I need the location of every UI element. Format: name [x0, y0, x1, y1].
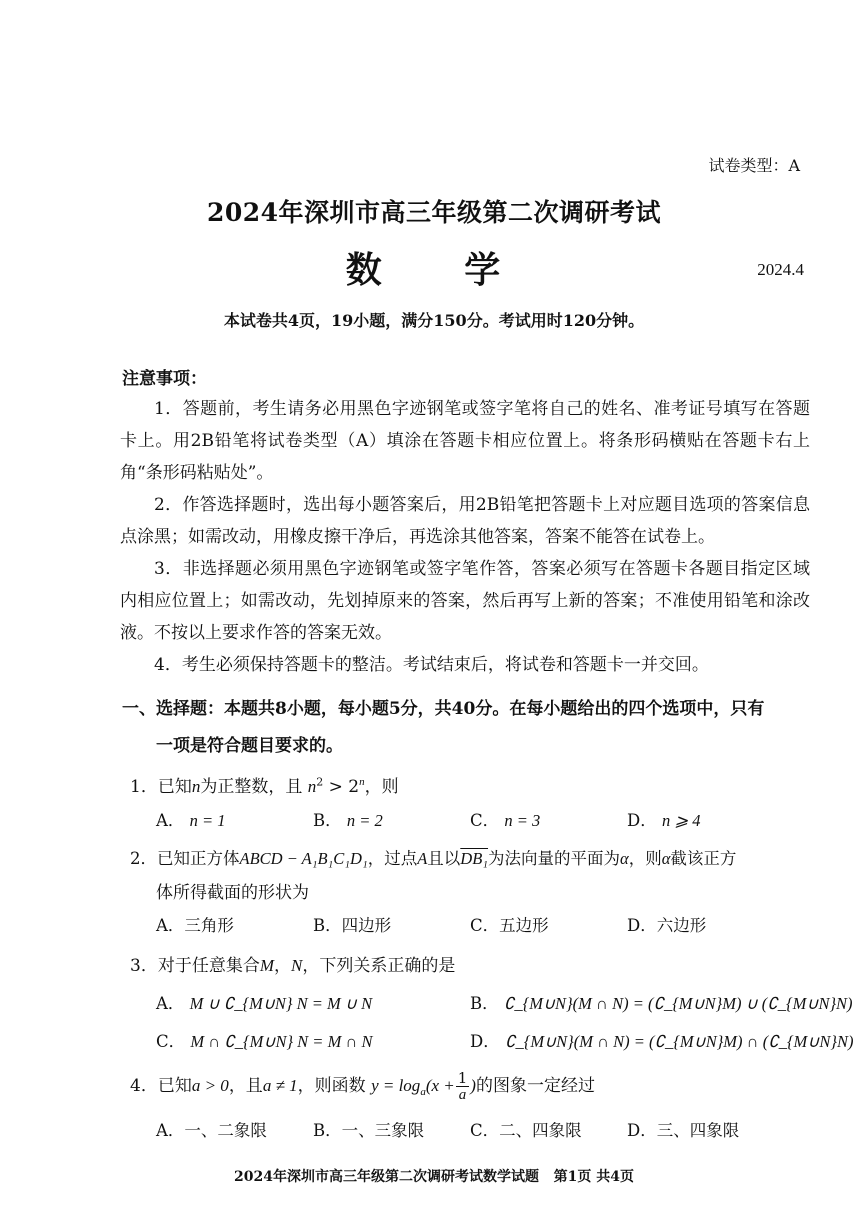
q4-mid1: ，且: [228, 1076, 263, 1096]
q4-frac-num: 1: [457, 1069, 468, 1087]
q2-prefix: 2．已知正方体: [130, 849, 240, 868]
note-item-2: 2．作答选择题时，选出每小题答案后，用2B铅笔把答题卡上对应题目选项的答案信息点涂黑；如需改动，用橡皮擦干净后，再选涂其他答案，答案不能答在试卷上。: [120, 495, 810, 547]
q4-fraction: [456, 1070, 470, 1103]
q2-mid3: 为法向量的平面为: [488, 849, 621, 868]
question-2-stem: [130, 845, 736, 869]
q4-option-a: A．一、二象限: [156, 1121, 267, 1140]
q4-func-base: a: [420, 1086, 426, 1099]
q4-func-paren: (x +: [425, 1076, 455, 1095]
q1-option-b: B． n = 2: [313, 811, 383, 830]
q1-var-n: n: [191, 777, 201, 796]
question-4-stem: [130, 1070, 595, 1103]
q3-set-m: M: [259, 956, 274, 975]
paper-type-label: 试卷类型：A: [708, 156, 800, 175]
q4-cond1: a > 0: [191, 1076, 229, 1095]
q1-mid: 为正整数，且: [200, 777, 303, 797]
q3-option-b: B． ∁_{M∪N}(M ∩ N) = (∁_{M∪N}M) ∪ (∁_{M∪N}N): [470, 994, 853, 1013]
q2-alpha: α: [620, 849, 629, 868]
exam-date: 2024.4: [757, 260, 804, 279]
q1-ineq-base: n: [307, 777, 317, 796]
notes-heading: 注意事项：: [122, 369, 207, 389]
q1-prefix: 1．已知: [130, 777, 192, 797]
question-3-stem: [130, 951, 455, 976]
q1-ineq-op: > 2: [323, 777, 360, 797]
q2-vector: DB₁: [460, 849, 489, 868]
q1-ineq-exp1: 2: [316, 775, 324, 789]
footer-title: 2024年深圳市高三年级第二次调研考试数学试题: [234, 1169, 539, 1185]
q4-suffix: 的图象一定经过: [475, 1076, 595, 1096]
q2-cube: ABCD − A₁B₁C₁D₁: [239, 849, 368, 868]
q1-option-a: A． n = 1: [156, 811, 226, 830]
q2-option-c: C．五边形: [470, 916, 549, 935]
section-heading-line2: 一项是符合题目要求的。: [156, 736, 343, 756]
q3-option-d: D． ∁_{M∪N}(M ∩ N) = (∁_{M∪N}M) ∩ (∁_{M∪N}N): [470, 1032, 854, 1051]
q1-option-d: D． n ⩾ 4: [627, 811, 701, 830]
note-item-3: 3．非选择题必须用黑色字迹钢笔或签字笔作答，答案必须写在答题卡各题目指定区域内相应位置上；如需改动，先划掉原来的答案，然后再写上新的答案；不准使用铅笔和涂改液。不按以上要求作答的答案无效。: [120, 559, 810, 643]
exam-title: 2024年深圳市高三年级第二次调研考试: [206, 198, 662, 227]
q2-option-a: A．三角形: [156, 916, 234, 935]
q2-mid4: ，则: [628, 849, 662, 868]
q3-set-n: N: [291, 956, 303, 975]
q3-sep: ，: [274, 956, 291, 976]
q1-suffix: ，则: [364, 777, 399, 797]
q3-option-c: C． M ∩ ∁_{M∪N} N = M ∩ N: [156, 1032, 373, 1051]
q2-mid1: ，过点: [367, 849, 418, 868]
q2-suffix: 截该正方: [670, 849, 737, 868]
q2-mid2: 且以: [427, 849, 461, 868]
exam-summary: 本试卷共4页，19小题，满分150分。考试用时120分钟。: [223, 311, 645, 330]
q4-func-log: y = log: [371, 1076, 421, 1095]
note-item-1: 1．答题前，考生请务必用黑色字迹钢笔或签字笔将自己的姓名、准考证号填写在答题卡上。用2B铅笔将试卷类型（A）填涂在答题卡相应位置上。将条形码横贴在答题卡右上角“条形码粘贴处”。: [120, 399, 810, 483]
question-2-line2: 体所得截面的形状为: [156, 883, 309, 903]
q4-mid2: ，则函数: [297, 1076, 366, 1096]
q3-prefix: 3．对于任意集合: [130, 956, 260, 976]
q4-prefix: 4．已知: [130, 1076, 192, 1096]
q4-func-close: ): [470, 1076, 476, 1095]
footer-page-number: 第1页 共4页: [553, 1169, 634, 1185]
q3-option-a: A． M ∪ ∁_{M∪N} N = M ∪ N: [156, 994, 373, 1013]
q2-option-d: D．六边形: [627, 916, 707, 935]
page-footer: [0, 1166, 868, 1186]
q3-suffix: ，下列关系正确的是: [302, 956, 456, 976]
subject-title: 数 学: [345, 249, 523, 291]
q4-frac-den: a: [458, 1087, 467, 1103]
q2-option-b: B．四边形: [313, 916, 392, 935]
q1-option-c: C． n = 3: [470, 811, 541, 830]
note-item-4: 4．考生必须保持答题卡的整洁。考试结束后，将试卷和答题卡一并交回。: [154, 655, 709, 675]
section-heading-line1: 一、选择题：本题共8小题，每小题5分，共40分。在每小题给出的四个选项中，只有: [122, 699, 765, 719]
q4-option-d: D．三、四象限: [627, 1121, 740, 1140]
q4-option-c: C．二、四象限: [470, 1121, 582, 1140]
q4-cond2: a ≠ 1: [262, 1076, 298, 1095]
q4-option-b: B．一、三象限: [313, 1121, 425, 1140]
q2-alpha2: α: [661, 849, 671, 868]
question-1-stem: [130, 772, 399, 797]
q2-point: A: [417, 849, 428, 868]
q1-ineq-exp2: n: [359, 776, 365, 789]
